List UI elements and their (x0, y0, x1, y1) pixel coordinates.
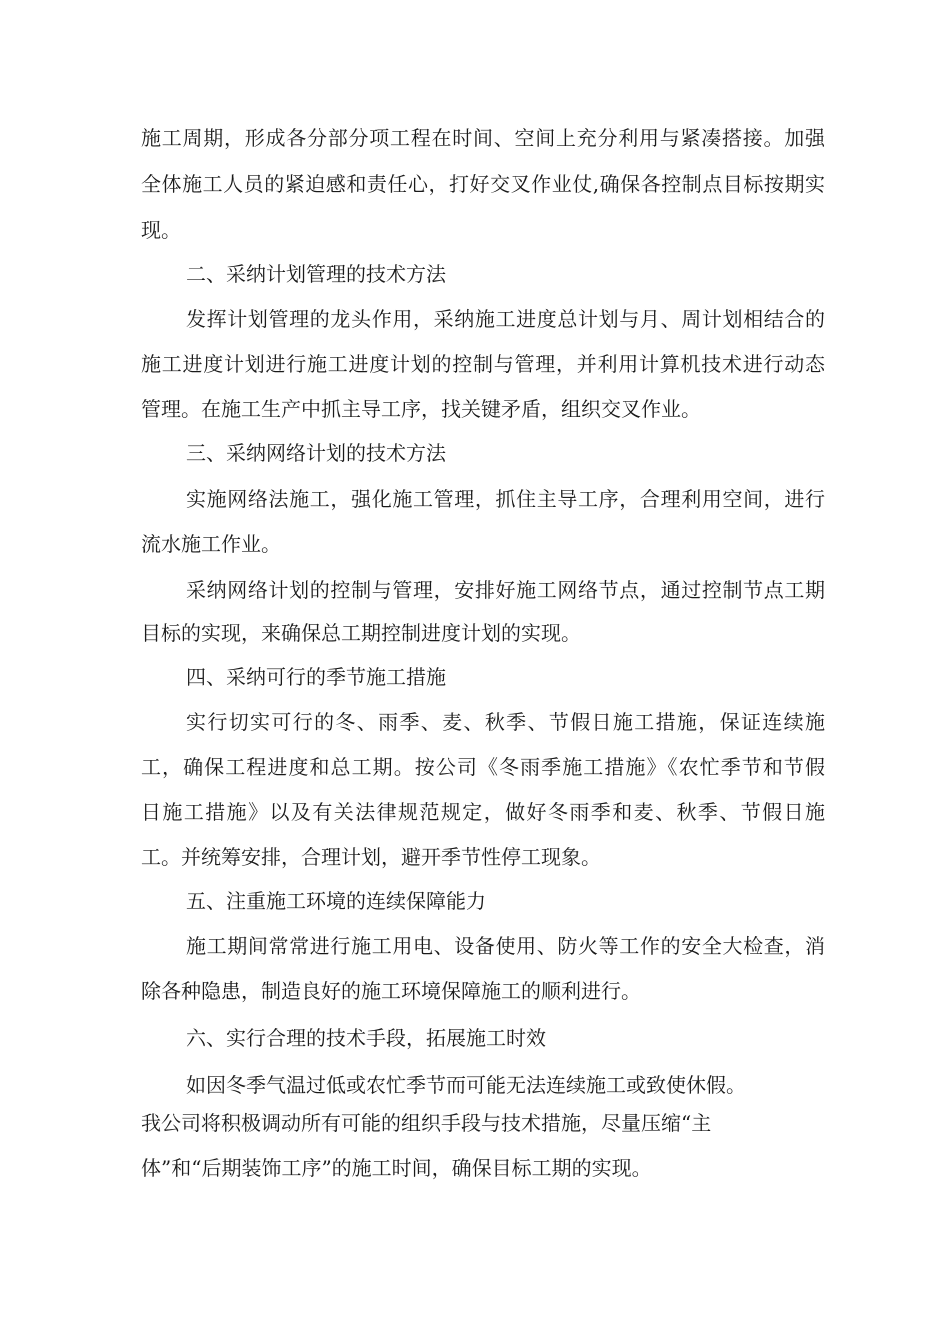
paragraph-line: 我公司将积极调动所有可能的组织手段与技术措施，尽量压缩“主 (141, 1111, 712, 1135)
paragraph-line: 施工期间常常进行施工用电、设备使用、防火等工作的安全大检查，消 (186, 934, 825, 958)
paragraph-line: 日施工措施》以及有关法律规范规定，做好冬雨季和麦、秋季、节假日施 (141, 800, 825, 824)
paragraph-line: 现。 (141, 218, 181, 242)
paragraph-line: 工。并统筹安排，合理计划，避开季节性停工现象。 (141, 845, 601, 869)
paragraph-line: 体”和“后期装饰工序”的施工时间，确保目标工期的实现。 (141, 1156, 652, 1180)
paragraph-line: 施工进度计划进行施工进度计划的控制与管理，并利用计算机技术进行动态 (141, 352, 825, 376)
paragraph-line: 如因冬季气温过低或农忙季节而可能无法连续施工或致使休假。 (186, 1073, 746, 1097)
paragraph-line: 施工周期，形成各分部分项工程在时间、空间上充分利用与紧凑搭接。加强 (141, 126, 825, 150)
paragraph-line: 除各种隐患，制造良好的施工环境保障施工的顺利进行。 (141, 979, 641, 1003)
section-heading: 二、采纳计划管理的技术方法 (186, 262, 446, 286)
section-heading: 四、采纳可行的季节施工措施 (186, 665, 446, 689)
section-heading: 六、实行合理的技术手段，拓展施工时效 (186, 1026, 546, 1050)
paragraph-line: 流水施工作业。 (141, 532, 281, 556)
paragraph-line: 目标的实现，来确保总工期控制进度计划的实现。 (141, 621, 581, 645)
paragraph-line: 全体施工人员的紧迫感和责任心，打好交叉作业仗,确保各控制点目标按期实 (141, 172, 825, 196)
paragraph-line: 实行切实可行的冬、雨季、麦、秋季、节假日施工措施，保证连续施 (186, 710, 825, 734)
paragraph-line: 工，确保工程进度和总工期。按公司《冬雨季施工措施》《农忙季节和节假 (141, 755, 825, 779)
paragraph-line: 采纳网络计划的控制与管理，安排好施工网络节点，通过控制节点工期 (186, 578, 825, 602)
paragraph-line: 发挥计划管理的龙头作用，采纳施工进度总计划与月、周计划相结合的 (186, 307, 825, 331)
section-heading: 五、注重施工环境的连续保障能力 (186, 889, 486, 913)
paragraph-line: 实施网络法施工，强化施工管理，抓住主导工序，合理利用空间，进行 (186, 487, 825, 511)
paragraph-line: 管理。在施工生产中抓主导工序，找关键矛盾，组织交叉作业。 (141, 397, 701, 421)
section-heading: 三、采纳网络计划的技术方法 (186, 441, 446, 465)
